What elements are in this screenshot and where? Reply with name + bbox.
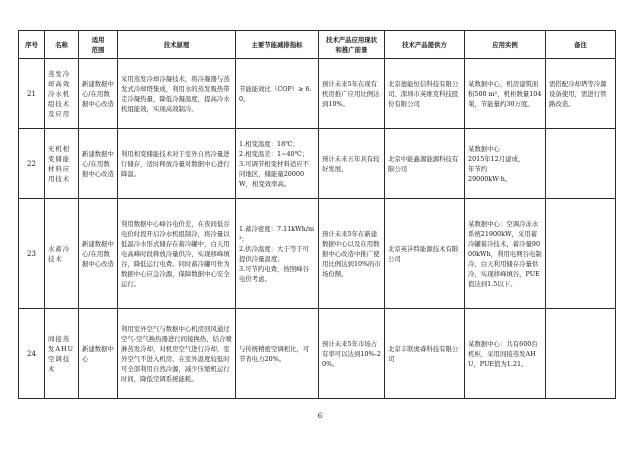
cell-no: 21: [19, 59, 45, 129]
cell-provider: 北京中能鑫源能源科技有限公司: [385, 129, 465, 199]
cell-provider: 北京丰联奥睿科技有限公司: [385, 309, 465, 399]
cell-scope: 新建数据中心: [79, 309, 118, 399]
table-header-row: [19, 31, 616, 59]
cell-note: [546, 129, 616, 199]
cell-name: 水蓄冷技术: [45, 199, 79, 309]
cell-principle: 利用室外空气与数据中心机房回风通过空气-空气换热器进行间接换热，结合喷淋蒸发冷却，对机房空气进行冷却，室外空气不进入机房。在室外温度较低时可全部利用自然冷源，减少压缩机运行时间，降低空调系统能耗。: [118, 309, 236, 399]
cell-example: 某数据中心：空调冷冻水系统21900kW，采用蓄冷罐蓄冷技术，蓄冷量9000kWh，利用电网谷电制冷，白天利用储存冷量供冷，实现移峰填谷，PUE值达到1.5以下。: [465, 199, 546, 309]
cell-provider: 北京德能恒信科技有限公司、深圳市英维克科技股份有限公司: [385, 59, 465, 129]
table-row: [19, 309, 616, 399]
cell-name: 无机相变储能材料应用技术: [45, 129, 79, 199]
header-scope: 适用 范围: [79, 31, 118, 59]
cell-provider: 北京英沣特能源技术有限公司: [385, 199, 465, 309]
cell-no: 23: [19, 199, 45, 309]
cell-principle: 利用数据中心峰谷电价差，在夜间低谷电价时段开启冷水机组制冷，将冷量以低温冷水形式储存在蓄冷罐中，白天用电高峰时段释放冷量供冷，实现移峰填谷，降低运行电费。同时蓄冷罐可作为数据中心应急冷源，保障数据中心安全运行。: [118, 199, 236, 309]
cell-example: 某数据中心：共有600台机柜，采用间接蒸发AHU，PUE值为1.21。: [465, 309, 546, 399]
table-row: [19, 129, 616, 199]
cell-note: [546, 199, 616, 309]
header-provider: 技术产品提供方: [385, 31, 465, 59]
page-number: 6: [317, 412, 323, 420]
cell-indicator: 1.相变温度：18℃； 2.相变温差：1~40℃； 3.可调节相变材料适应不同地区，储能量20000W，相变效率高。: [236, 129, 319, 199]
header-name: 名称: [45, 31, 79, 59]
header-principle: 技术原理: [118, 31, 236, 59]
cell-example: 某数据中心 2015年12月建成， 年节约 29000kW·h。: [465, 129, 546, 199]
technology-catalog-table: [18, 30, 616, 399]
cell-prospect: 预计未来5年在新建数据中心以及在用数据中心改造中推广使用比例达到10%的市场份额。: [319, 199, 385, 309]
cell-scope: 新建数据中心/在用数据中心改造: [79, 59, 118, 129]
cell-prospect: 预计未来5年在现有机房推广应用比例达到10%。: [319, 59, 385, 129]
header-example: 应用实例: [465, 31, 546, 59]
cell-indicator: 与传统精密空调相比，可节省电力20%。: [236, 309, 319, 399]
cell-note: [546, 309, 616, 399]
cell-principle: 利用相变储能技术对于室外自然冷量进行储存，适时释放冷量对数据中心进行降温。: [118, 129, 236, 199]
cell-scope: 新建数据中心/在用数据中心改造: [79, 129, 118, 199]
cell-indicator: 1.蓄冷密度：7.11kWh/m³； 2.供冷温度：大于等于可提供冷量温度； 3.可节约电费，按照峰谷电价考虑。: [236, 199, 319, 309]
cell-prospect: 预计未来五年具有较好发展。: [319, 129, 385, 199]
cell-note: 需搭配冷却塔等冷源设备使用，需进行管路改造。: [546, 59, 616, 129]
cell-name: 蒸发冷却高效冷水机组技术及应用: [45, 59, 79, 129]
cell-no: 24: [19, 309, 45, 399]
cell-principle: 采用蒸发冷却冷凝技术，将冷凝器与蒸发式冷却塔集成，利用水的蒸发吸热带走冷凝热量，降低冷凝温度，提高冷水机组能效，实现高效制冷。: [118, 59, 236, 129]
header-indicator: 主要节能减排指标: [236, 31, 319, 59]
cell-scope: 新建数据中心/在用数据中心改造: [79, 199, 118, 309]
table-row: [19, 59, 616, 129]
table-row: [19, 199, 616, 309]
header-prospect: 技术产品应用现状 和推广前景: [319, 31, 385, 59]
cell-name: 间接蒸发AHU空调技术: [45, 309, 79, 399]
cell-indicator: 节能能效比（COP）≥ 6.0。: [236, 59, 319, 129]
header-note: 备注: [546, 31, 616, 59]
cell-prospect: 预计未来5年市场占有率可以达到10%-20%。: [319, 309, 385, 399]
header-no: 序号: [19, 31, 45, 59]
cell-example: 某数据中心，机房建筑面积500 m²，机柜数量104架，节能量约30万度。: [465, 59, 546, 129]
cell-no: 22: [19, 129, 45, 199]
